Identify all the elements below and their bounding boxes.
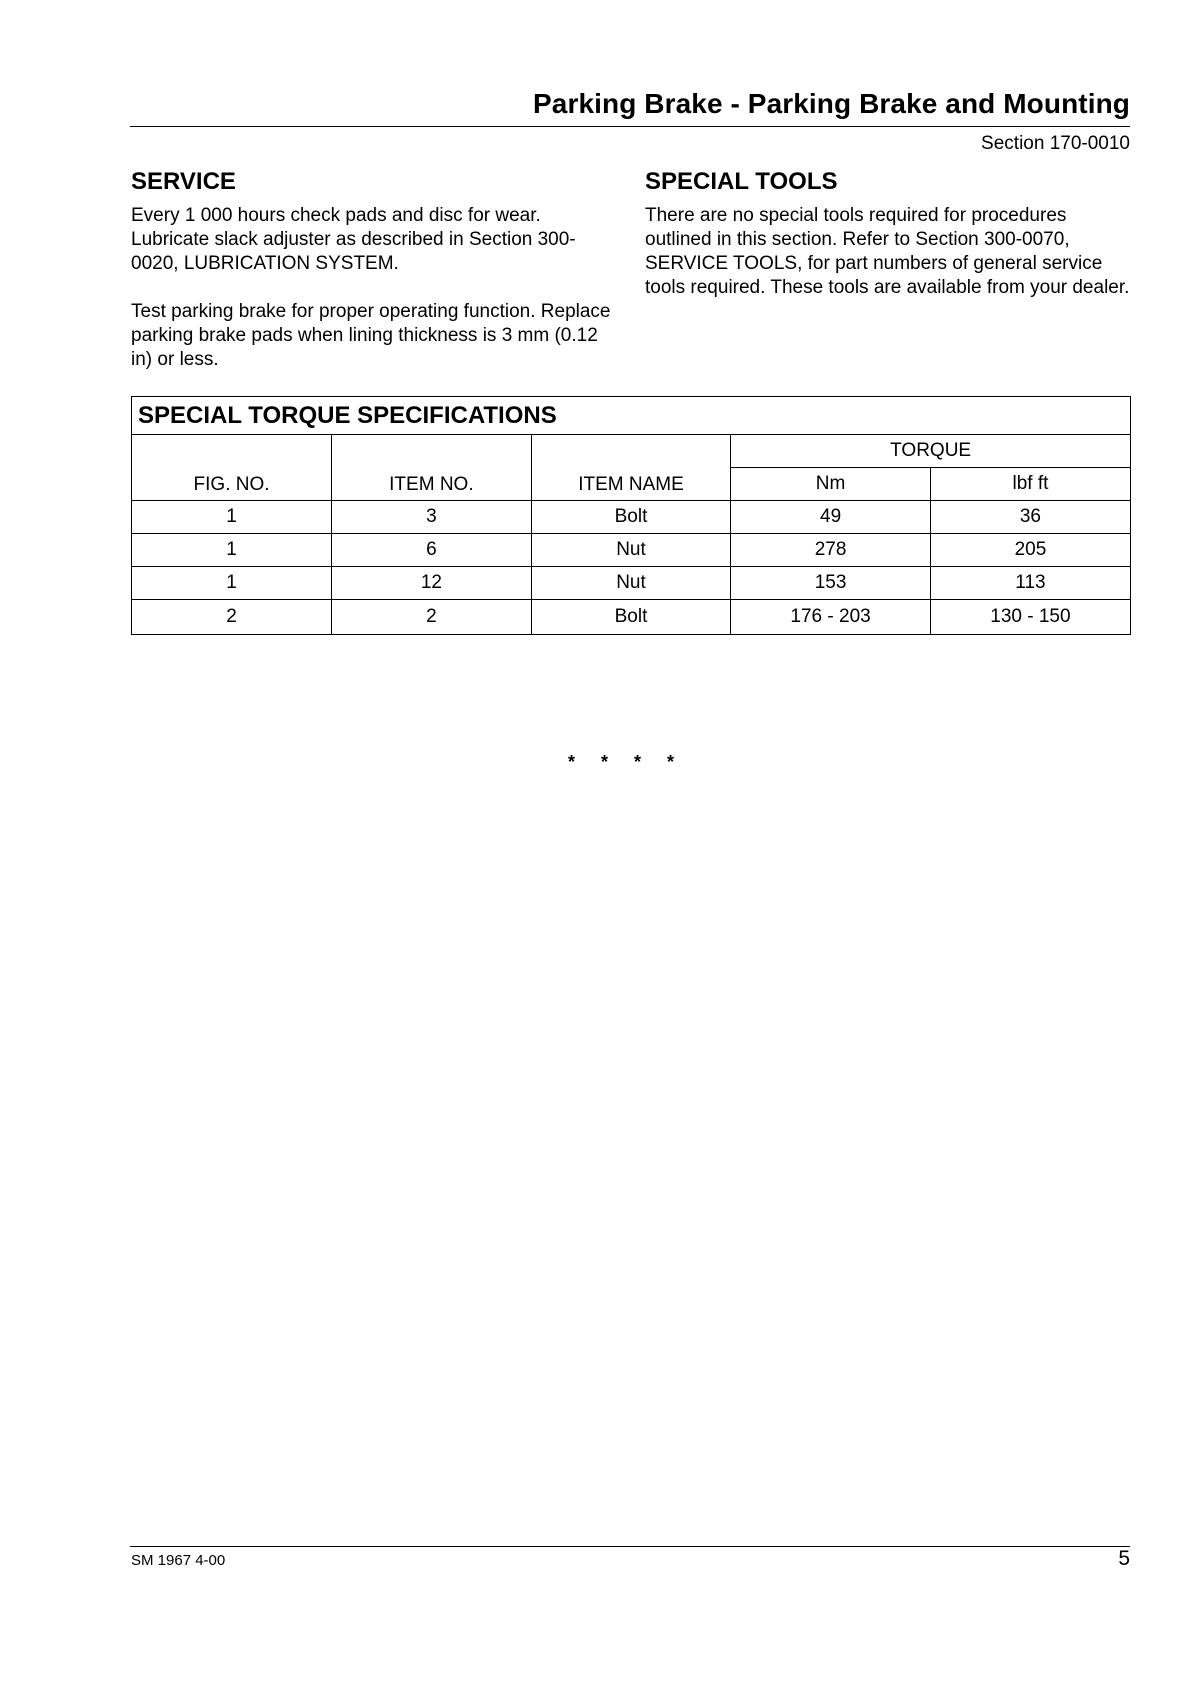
end-of-section-marker: * * * *	[568, 752, 675, 772]
col-header-item-no: ITEM NO.	[332, 435, 532, 501]
torque-table-title: SPECIAL TORQUE SPECIFICATIONS	[132, 397, 1130, 435]
special-tools-section	[645, 168, 1135, 300]
cell-fig-no: 1	[132, 567, 332, 600]
cell-lbf-ft: 36	[930, 501, 1130, 534]
cell-nm: 278	[731, 534, 931, 567]
footer-document-id: SM 1967 4-00	[131, 1552, 226, 1569]
table-row	[132, 501, 1130, 534]
service-paragraph: Test parking brake for proper operating function. Replace parking brake pads when lining thickness is 3 mm (0.12 in) or less.	[131, 301, 611, 370]
torque-table	[132, 435, 1130, 634]
cell-fig-no: 1	[132, 534, 332, 567]
table-row	[132, 567, 1130, 600]
service-paragraph: Every 1 000 hours check pads and disc for wear. Lubricate slack adjuster as described in Section 300-0020, LUBRICATION SYSTEM.	[131, 205, 576, 274]
special-tools-text: There are no special tools required for procedures outlined in this section. Refer to Section 300-0070, SERVICE TOOLS, for part numbers of general service tools required. These tools are available from your dealer.	[645, 205, 1130, 298]
col-header-lbf-ft: lbf ft	[930, 468, 1130, 501]
cell-item-name: Nut	[531, 567, 731, 600]
cell-item-name: Bolt	[531, 600, 731, 635]
torque-spec-table	[131, 396, 1131, 635]
cell-lbf-ft: 130 - 150	[990, 606, 1071, 627]
page-title: Parking Brake - Parking Brake and Mounting	[533, 88, 1130, 119]
section-reference: Section 170-0010	[981, 133, 1130, 154]
service-section	[131, 168, 611, 372]
col-header-nm: Nm	[731, 468, 931, 501]
cell-item-no: 12	[332, 567, 532, 600]
table-row	[132, 534, 1130, 567]
col-header-item-name: ITEM NAME	[531, 435, 731, 501]
service-heading: SERVICE	[131, 168, 236, 195]
cell-nm: 176 - 203	[731, 600, 931, 635]
col-header-torque: TORQUE	[731, 435, 1130, 468]
cell-lbf-ft: 113	[930, 567, 1130, 600]
page-number: 5	[1118, 1547, 1130, 1570]
cell-item-no: 3	[332, 501, 532, 534]
title-divider	[130, 126, 1130, 127]
cell-item-name: Bolt	[531, 501, 731, 534]
cell-item-name: Nut	[531, 534, 731, 567]
col-header-fig-no: FIG. NO.	[132, 435, 332, 501]
cell-item-no: 6	[332, 534, 532, 567]
special-tools-heading: SPECIAL TOOLS	[645, 168, 838, 195]
cell-fig-no: 2	[132, 600, 332, 635]
cell-nm: 49	[731, 501, 931, 534]
cell-item-no: 2	[332, 600, 532, 635]
table-row	[132, 600, 1130, 635]
cell-fig-no: 1	[132, 501, 332, 534]
cell-nm: 153	[731, 567, 931, 600]
footer-divider	[130, 1546, 1130, 1547]
cell-lbf-ft: 205	[930, 534, 1130, 567]
